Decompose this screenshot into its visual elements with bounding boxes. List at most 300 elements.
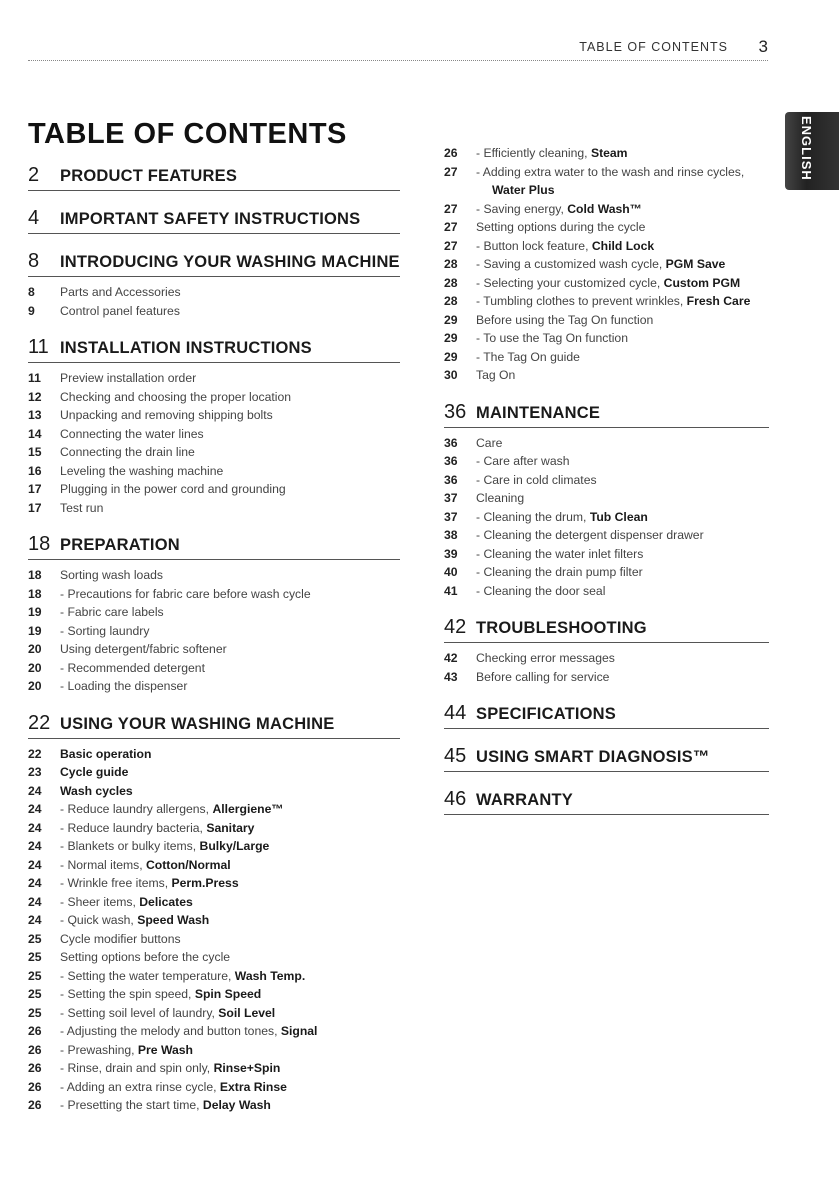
section-heading: [28, 712, 400, 739]
toc-entry: [444, 292, 769, 311]
entry-page-number: 8: [28, 285, 35, 299]
entry-page-number: 12: [28, 389, 42, 404]
section-title: WARRANTY: [476, 791, 573, 809]
toc-entry: [444, 366, 769, 385]
entry-text-plain: Before calling for service: [476, 669, 610, 684]
entry-text: [476, 434, 769, 453]
entry-text-bold: Delay Wash: [202, 1098, 271, 1112]
entry-text: [60, 443, 400, 462]
toc-entry: [28, 443, 400, 462]
entry-text-plain: - Cleaning the water inlet filters: [476, 546, 644, 561]
entry-text-bold: Child Lock: [591, 238, 655, 253]
entry-page-number: 9: [28, 303, 35, 318]
entry-text-plain: Cycle guide: [60, 765, 129, 779]
page-title: TABLE OF CONTENTS: [28, 118, 347, 150]
toc-entry: [444, 255, 769, 274]
entry-text-bold: Spin Speed: [194, 987, 262, 1001]
toc-entry: [444, 649, 769, 668]
entry-text-plain: - Cleaning the detergent dispenser drawer: [476, 528, 704, 542]
toc-entry: [444, 274, 769, 293]
toc-entry: [28, 819, 400, 838]
entry-text-plain: Connecting the water lines: [60, 426, 204, 441]
toc-section: [444, 144, 769, 385]
entry-text-plain: - Adjusting the melody and button tones,: [60, 1024, 281, 1038]
entry-text: [476, 237, 769, 256]
entry-text-bold: Signal: [280, 1024, 318, 1038]
entry-page-number: 19: [28, 605, 42, 619]
section-heading: [444, 788, 769, 815]
toc-entry: [444, 163, 769, 182]
entry-text-bold: Allergiene™: [212, 802, 284, 816]
entry-page-number: 27: [444, 238, 458, 253]
section-heading: [28, 207, 400, 234]
entry-page-number: [444, 181, 476, 200]
toc-entry: [444, 582, 769, 601]
entry-text-plain: - Button lock feature,: [476, 238, 592, 253]
toc-section: [444, 745, 769, 772]
toc-entry: [28, 763, 400, 782]
entry-text: [476, 348, 769, 367]
toc-entry: [28, 800, 400, 819]
entry-text-plain: - Normal items,: [60, 857, 146, 872]
entry-text-plain: Cleaning: [476, 491, 525, 505]
toc-entry: [28, 677, 400, 696]
toc-entry: [444, 348, 769, 367]
entry-text: [60, 283, 400, 302]
toc-entry: [28, 283, 400, 302]
toc-entry: [28, 930, 400, 949]
entry-page-number: 17: [28, 482, 42, 496]
section-title: SPECIFICATIONS: [476, 705, 617, 723]
entry-page-number: 42: [444, 651, 458, 665]
entry-page-number: 29: [444, 331, 458, 345]
entry-text-plain: - Precautions for fabric care before wash cycle: [60, 586, 311, 601]
entry-text: [60, 837, 400, 856]
toc-section: [444, 788, 769, 815]
entry-text-plain: - Saving energy,: [476, 201, 568, 216]
toc-entry: [28, 1096, 400, 1115]
entry-text-plain: - Loading the dispenser: [60, 679, 188, 693]
section-heading: [28, 250, 400, 277]
section-page-number: 45: [444, 745, 467, 767]
entry-page-number: 25: [28, 987, 42, 1001]
entry-page-number: 24: [28, 913, 42, 927]
entry-text-bold: Speed Wash: [137, 913, 210, 927]
toc-entry: [28, 985, 400, 1004]
entry-text-bold: Steam: [590, 146, 628, 160]
entry-text-plain: - Setting soil level of laundry,: [60, 1005, 219, 1020]
toc-entry: [28, 622, 400, 641]
entry-page-number: 20: [28, 679, 42, 693]
entry-text-plain: - Cleaning the drum,: [476, 509, 590, 524]
toc-right-column: [444, 146, 769, 821]
toc-entry: [28, 480, 400, 499]
toc-entry: [28, 745, 400, 764]
entry-text-plain: Before using the Tag On function: [476, 312, 654, 327]
entry-text-bold: Cold Wash™: [567, 201, 642, 216]
entry-text-bold: Fresh Care: [686, 294, 751, 308]
section-title: INTRODUCING YOUR WASHING MACHINE: [60, 253, 400, 271]
entry-page-number: 20: [28, 642, 42, 656]
entry-text-plain: - Setting the spin speed,: [60, 987, 195, 1001]
entry-text-bold: Bulky/Large: [199, 839, 270, 853]
entry-page-number: 26: [28, 1061, 42, 1075]
section-page-number: 22: [28, 711, 51, 734]
toc-entry: [28, 1041, 400, 1060]
toc-entry: [28, 856, 400, 875]
entry-page-number: 17: [28, 500, 42, 515]
entry-text-plain: Wash cycles: [60, 783, 133, 798]
toc-entry: [444, 181, 769, 200]
entry-text-plain: - To use the Tag On function: [476, 331, 628, 345]
entry-page-number: 24: [28, 820, 42, 835]
entry-text: [476, 329, 769, 348]
entry-text-bold: Rinse+Spin: [213, 1061, 281, 1075]
entry-page-number: 24: [28, 839, 42, 853]
toc-entry: [28, 911, 400, 930]
toc-entry: [28, 659, 400, 678]
entry-page-number: 26: [28, 1024, 42, 1038]
entry-text: [60, 893, 400, 912]
entry-text-bold: Water Plus: [492, 183, 555, 197]
toc-entry: [444, 200, 769, 219]
entry-text-plain: - Reduce laundry bacteria,: [60, 820, 207, 835]
entry-text: [476, 489, 769, 508]
toc-entry: [28, 406, 400, 425]
entry-text-plain: - Quick wash,: [60, 913, 138, 927]
toc-section: [28, 250, 400, 320]
section-page-number: 8: [28, 250, 40, 272]
language-tab-label: ENGLISH: [799, 116, 814, 181]
toc-entry: [28, 499, 400, 518]
entry-text-plain: Setting options during the cycle: [476, 220, 646, 234]
section-page-number: 42: [444, 616, 467, 638]
entry-text-plain: - Blankets or bulky items,: [60, 839, 200, 853]
toc-entry: [28, 425, 400, 444]
entry-text-plain: Setting options before the cycle: [60, 950, 231, 964]
entry-text-plain: - Presetting the start time,: [60, 1098, 203, 1112]
section-title: MAINTENANCE: [476, 403, 601, 422]
entry-text: [476, 163, 769, 182]
entry-text: [60, 566, 400, 585]
entry-text-plain: Cycle modifier buttons: [60, 931, 181, 946]
section-page-number: 46: [444, 788, 467, 810]
toc-entry: [444, 489, 769, 508]
section-heading: [28, 533, 400, 560]
toc-entry: [28, 585, 400, 604]
entry-page-number: 18: [28, 568, 42, 582]
entry-text-plain: Using detergent/fabric softener: [60, 642, 227, 656]
toc-section: [28, 533, 400, 696]
entry-text-plain: Parts and Accessories: [60, 285, 181, 299]
entry-text: [476, 545, 769, 564]
entry-text-plain: Leveling the washing machine: [60, 463, 224, 478]
entry-text: [60, 677, 400, 696]
entry-page-number: 25: [28, 1005, 42, 1020]
entry-text: [60, 1078, 400, 1097]
entry-text: [60, 1004, 400, 1023]
toc-entry: [28, 566, 400, 585]
entry-page-number: 39: [444, 546, 458, 561]
entry-text: [60, 406, 400, 425]
entry-text: [476, 218, 769, 237]
toc-left-column: [28, 150, 400, 1115]
section-title: TROUBLESHOOTING: [476, 619, 647, 637]
entry-page-number: 23: [28, 765, 42, 779]
entry-text-plain: - Rinse, drain and spin only,: [60, 1061, 214, 1075]
entry-text-plain: - Care after wash: [476, 454, 570, 468]
entry-page-number: 37: [444, 509, 458, 524]
entry-text: [60, 622, 400, 641]
entry-text-plain: Test run: [60, 500, 104, 515]
toc-entry: [28, 302, 400, 321]
entry-text: [60, 585, 400, 604]
entry-text: [60, 930, 400, 949]
entry-text: [60, 499, 400, 518]
entry-text: [60, 659, 400, 678]
section-heading: [444, 702, 769, 729]
entry-text: [476, 508, 769, 527]
toc-entry: [444, 237, 769, 256]
entry-text: [476, 563, 769, 582]
toc-entry: [28, 603, 400, 622]
section-page-number: 4: [28, 207, 40, 229]
entry-page-number: 15: [28, 445, 42, 459]
entry-text: [476, 366, 769, 385]
entry-text-plain: Unpacking and removing shipping bolts: [60, 408, 273, 422]
entry-text: [60, 967, 400, 986]
entry-text: [476, 526, 769, 545]
entry-text: [60, 1041, 400, 1060]
entry-text-plain: - Prewashing,: [60, 1042, 138, 1057]
entry-page-number: 36: [444, 435, 458, 450]
entry-page-number: 28: [444, 275, 458, 290]
page-number: 3: [758, 37, 768, 56]
entry-text: [476, 144, 769, 163]
toc-entry: [28, 1078, 400, 1097]
toc-entry: [28, 388, 400, 407]
entry-page-number: 26: [444, 146, 458, 160]
section-heading: [28, 336, 400, 363]
toc-section: [28, 164, 400, 191]
section-title: PRODUCT FEATURES: [60, 167, 238, 185]
entry-text-plain: - Adding extra water to the wash and rinse cycles,: [476, 164, 745, 179]
entry-page-number: 29: [444, 312, 458, 327]
entry-page-number: 27: [444, 164, 458, 179]
section-page-number: 36: [444, 400, 467, 423]
entry-text: [60, 911, 400, 930]
section-title: USING SMART DIAGNOSIS™: [476, 748, 710, 766]
section-title: PREPARATION: [60, 536, 180, 554]
entry-text: [60, 782, 400, 801]
entry-text-plain: Control panel features: [60, 303, 180, 318]
toc-entry: [28, 874, 400, 893]
entry-page-number: 18: [28, 586, 42, 601]
entry-page-number: 20: [28, 660, 42, 675]
entry-text-plain: Sorting wash loads: [60, 568, 163, 582]
toc-section: [28, 336, 400, 517]
entry-text-bold: Delicates: [139, 894, 193, 909]
entry-text: [60, 425, 400, 444]
entry-page-number: 11: [28, 371, 41, 385]
section-heading: [444, 616, 769, 643]
entry-page-number: 24: [28, 876, 42, 890]
toc-entry: [28, 1059, 400, 1078]
entry-text-plain: - Selecting your customized cycle,: [476, 275, 664, 290]
entry-text-bold: Sanitary: [206, 820, 255, 835]
toc-entry: [444, 218, 769, 237]
entry-text: [476, 649, 769, 668]
entry-text: [60, 763, 400, 782]
entry-page-number: 24: [28, 857, 42, 872]
toc-entry: [444, 526, 769, 545]
entry-page-number: 24: [28, 894, 42, 909]
entry-page-number: 16: [28, 463, 42, 478]
entry-text: [476, 181, 769, 200]
toc-entry: [444, 508, 769, 527]
toc-entry: [28, 948, 400, 967]
entry-text: [60, 640, 400, 659]
toc-entry: [444, 452, 769, 471]
entry-text: [476, 311, 769, 330]
section-heading: [28, 164, 400, 191]
entry-page-number: 25: [28, 931, 42, 946]
entry-text-bold: Custom PGM: [663, 275, 741, 290]
entry-text-bold: Perm.Press: [171, 876, 239, 890]
entry-page-number: 26: [28, 1079, 42, 1094]
entry-text-plain: Checking error messages: [476, 651, 615, 665]
entry-text-plain: - Sorting laundry: [60, 623, 150, 638]
entry-text: [60, 302, 400, 321]
entry-page-number: 40: [444, 565, 458, 579]
entry-text-bold: Cotton/Normal: [146, 857, 231, 872]
toc-entry: [28, 837, 400, 856]
entry-text-plain: Checking and choosing the proper location: [60, 389, 292, 404]
section-title: INSTALLATION INSTRUCTIONS: [60, 339, 312, 357]
entry-text: [60, 985, 400, 1004]
toc-entry: [28, 640, 400, 659]
entry-page-number: 27: [444, 220, 458, 234]
entry-page-number: 14: [28, 426, 42, 441]
entry-text: [476, 292, 769, 311]
entry-text-bold: Soil Level: [218, 1005, 276, 1020]
entry-text: [60, 462, 400, 481]
entry-text-bold: Pre Wash: [137, 1042, 193, 1057]
entry-text: [60, 856, 400, 875]
entry-text-bold: PGM Save: [665, 257, 726, 271]
toc-entry: [444, 668, 769, 687]
section-page-number: 2: [28, 164, 40, 186]
entry-page-number: 26: [28, 1098, 42, 1112]
language-tab: [785, 112, 839, 190]
entry-text: [476, 274, 769, 293]
running-header-title: TABLE OF CONTENTS: [579, 40, 728, 54]
entry-text: [60, 369, 400, 388]
toc-entry: [28, 967, 400, 986]
entry-text: [60, 800, 400, 819]
entry-text-plain: - Efficiently cleaning,: [476, 146, 591, 160]
entry-text-plain: Care: [476, 435, 503, 450]
entry-page-number: 28: [444, 257, 458, 271]
entry-page-number: 26: [28, 1042, 42, 1057]
entry-text: [476, 471, 769, 490]
entry-page-number: 24: [28, 802, 42, 816]
toc-entry: [28, 369, 400, 388]
toc-section: [28, 712, 400, 1115]
section-title: IMPORTANT SAFETY INSTRUCTIONS: [60, 210, 361, 228]
toc-section: [444, 401, 769, 601]
entry-text-plain: - Recommended detergent: [60, 660, 205, 675]
toc-entry: [28, 782, 400, 801]
entry-text-plain: Plugging in the power cord and grounding: [60, 482, 286, 496]
toc-entry: [444, 545, 769, 564]
entry-text-bold: Extra Rinse: [219, 1079, 287, 1094]
entry-text-plain: - Sheer items,: [60, 894, 140, 909]
entry-text-plain: - Adding an extra rinse cycle,: [60, 1079, 220, 1094]
toc-entry: [444, 471, 769, 490]
entry-text: [60, 1059, 400, 1078]
section-title: USING YOUR WASHING MACHINE: [60, 714, 335, 733]
toc-entry: [444, 311, 769, 330]
entry-text: [60, 603, 400, 622]
entry-text-plain: - Cleaning the door seal: [476, 583, 606, 598]
entry-page-number: 19: [28, 623, 42, 638]
toc-section: [444, 616, 769, 686]
entry-text: [476, 255, 769, 274]
toc-entry: [28, 1004, 400, 1023]
entry-text: [476, 200, 769, 219]
section-heading: [444, 401, 769, 428]
entry-text: [60, 948, 400, 967]
toc-entry: [444, 329, 769, 348]
entry-page-number: 36: [444, 454, 458, 468]
section-page-number: 18: [28, 533, 51, 555]
toc-section: [28, 207, 400, 234]
entry-page-number: 24: [28, 783, 42, 798]
entry-page-number: 36: [444, 472, 458, 487]
entry-text-plain: Tag On: [476, 368, 516, 382]
entry-page-number: 28: [444, 294, 458, 308]
toc-entry: [28, 893, 400, 912]
entry-text: [60, 1022, 400, 1041]
entry-page-number: 25: [28, 950, 42, 964]
entry-page-number: 38: [444, 528, 458, 542]
entry-page-number: 27: [444, 201, 458, 216]
entry-text-plain: - Wrinkle free items,: [60, 876, 172, 890]
entry-page-number: 13: [28, 408, 42, 422]
entry-text-plain: Preview installation order: [60, 371, 197, 385]
section-heading: [444, 745, 769, 772]
toc-section: [444, 702, 769, 729]
entry-text: [476, 452, 769, 471]
entry-text-plain: - Setting the water temperature,: [60, 968, 235, 983]
entry-text: [60, 480, 400, 499]
entry-text-bold: Wash Temp.: [234, 968, 306, 983]
entry-text: [60, 745, 400, 764]
section-page-number: 44: [444, 702, 467, 724]
running-header: [28, 36, 768, 61]
entry-page-number: 37: [444, 491, 458, 505]
entry-text-bold: Tub Clean: [589, 509, 648, 524]
entry-text-plain: - Reduce laundry allergens,: [60, 802, 213, 816]
entry-page-number: 25: [28, 968, 42, 983]
section-page-number: 11: [28, 336, 49, 358]
entry-text: [60, 388, 400, 407]
entry-page-number: 22: [28, 746, 42, 761]
entry-page-number: 29: [444, 349, 458, 364]
toc-entry: [444, 144, 769, 163]
entry-page-number: 41: [444, 583, 458, 598]
